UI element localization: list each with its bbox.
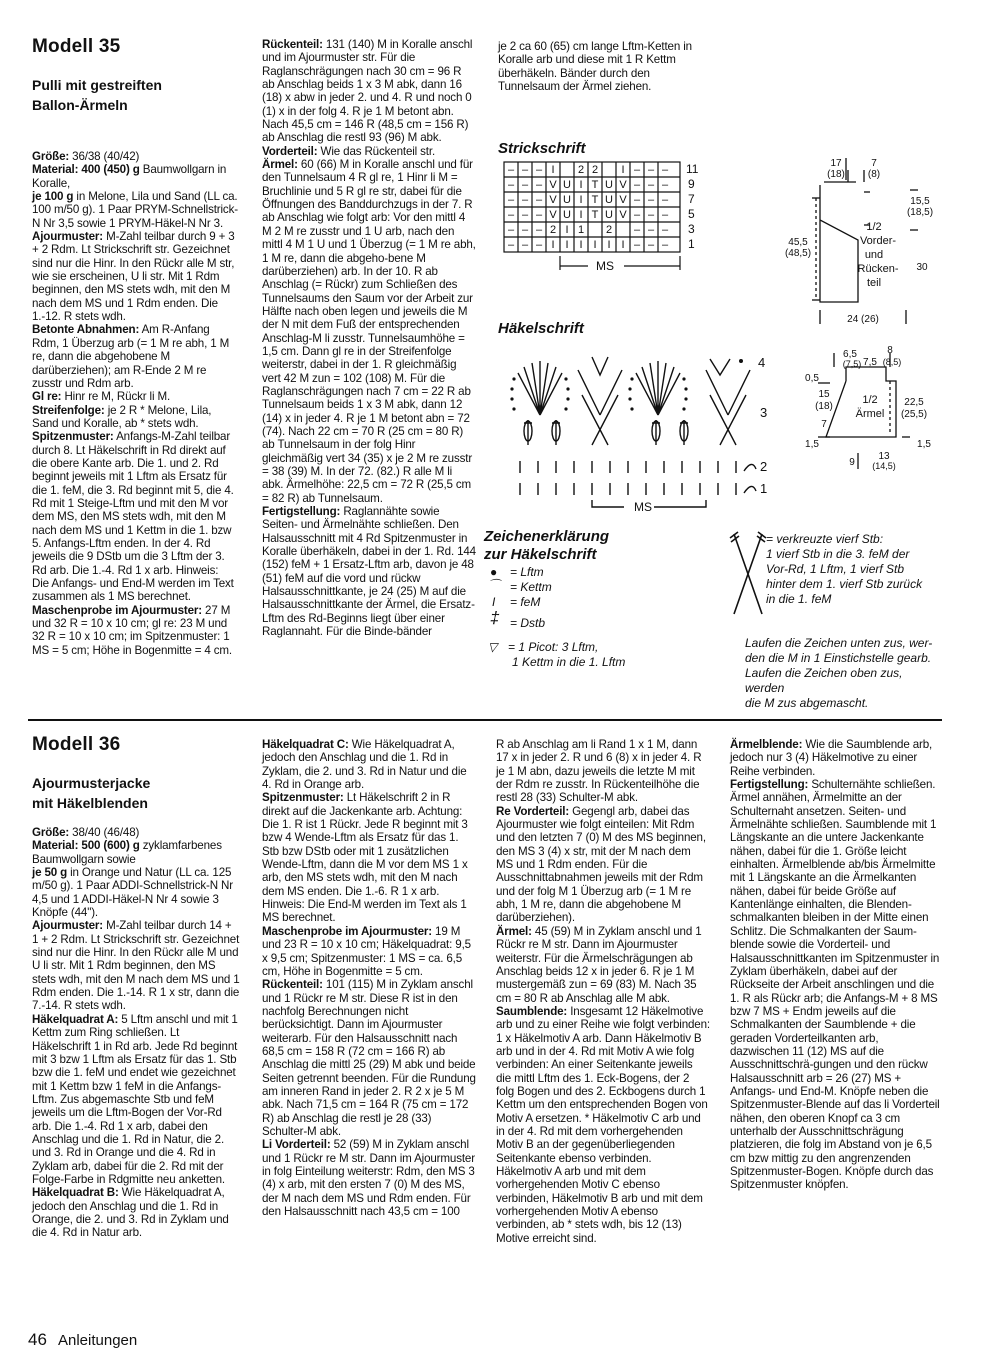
paragraph — [32, 163, 238, 190]
paragraph-text: 36/38 (40/42) — [69, 150, 140, 163]
svg-text:I: I — [551, 239, 555, 251]
svg-text:I: I — [579, 179, 583, 191]
svg-text:–: – — [535, 209, 543, 221]
svg-text:–: – — [647, 179, 655, 191]
model-36-column-3 — [496, 738, 710, 1245]
svg-text:–: – — [633, 164, 641, 176]
model-36-title: Modell 36 — [32, 734, 121, 755]
svg-text:–: – — [633, 194, 641, 206]
svg-text:Rücken-: Rücken- — [857, 263, 899, 275]
paragraph-heading: Gl re: — [32, 390, 62, 404]
svg-text:7: 7 — [871, 158, 877, 169]
strick-row-label: 5 — [688, 207, 695, 221]
svg-text:I: I — [593, 239, 597, 251]
paragraph-heading: Re Vorderteil: — [496, 804, 570, 818]
svg-text:–: – — [647, 224, 655, 236]
legend-right: = verkreuzte vierf Stb: 1 vierf Stb in die 3. feM der Vor-Rd, 1 Lftm, 1 vierf Stb hinter dem 1. vierf Stb zurück in die 1. feM — [766, 532, 923, 606]
svg-text:45,5: 45,5 — [788, 237, 808, 248]
picot-icon: ▽ — [488, 640, 498, 654]
svg-text:6,5: 6,5 — [843, 349, 857, 360]
svg-text:2: 2 — [591, 164, 599, 176]
paragraph-text: Am R-Anfang Rdm, 1 Überzug arb (= 1 M re abh, 1 M re, dann die abgehobene M darüberziehen); am R-Ende 2 M re zusstr und Rdm arb. — [32, 323, 230, 390]
svg-text:teil: teil — [866, 277, 882, 289]
model-35-column-2 — [262, 38, 476, 638]
paragraph-text: Gegengl arb, dabei das Ajourmuster wie folgt einteilen: Mit Rdm und den letzten 7 (0) M des MS beginnen, den MS 3 (4) x str, mit der M nach dem MS und 1 Rdm enden. Für die Ausschnittabnahmen jeweils mit der Rdm und der folg M 1 Überzug arb (= 1 M re abh, 1 M re, dann die abgehobene M darüberziehen). — [496, 804, 706, 925]
paragraph-text: 19 M und 23 R = 10 x 10 cm; Häkelquadrat: 9,5 x 9,5 cm; Spitzenmuster: 1 MS = ca. 6,5 cm, Höhe in Bogenmitte = 5 cm. — [262, 924, 471, 978]
svg-text:–: – — [661, 209, 669, 221]
paragraph — [32, 430, 238, 603]
body-schematic — [770, 150, 950, 335]
paragraph-heading: Material: 500 (600) g — [32, 839, 140, 853]
svg-text:–: – — [661, 224, 669, 236]
legend-title-1: Zeichenerklärung — [484, 528, 610, 545]
paragraph-text: M-Zahl teilbar durch 9 + 3 + 2 Rdm. Lt Strickschrift str. Gezeichnet sind nur die Hinr. In den Rückr alle M str, wie sie erscheinen, U li str. Mit 1 Rdm beginnen, den MS stets wdh, mit den M nach dem MS und 1 Rdm enden. Die 1.-12. R stets wdh. — [32, 230, 235, 324]
paragraph — [32, 390, 238, 403]
svg-text:–: – — [661, 179, 669, 191]
legend-title-2: zur Häkelschrift — [484, 546, 597, 563]
svg-text:V: V — [619, 209, 627, 221]
paragraph-heading: Ärmel: — [496, 924, 532, 938]
svg-text:(14,5): (14,5) — [872, 461, 896, 471]
svg-text:–: – — [535, 224, 543, 236]
paragraph — [32, 323, 238, 390]
double-treble-icon: ‡ — [490, 608, 500, 627]
paragraph — [730, 778, 940, 1192]
paragraph-text: 52 (59) M in Zyklam anschl und 1 Rückr re M str. Dann im Ajourmuster in folg Einteilung weiterstr: Rdm, den MS 3 (4) x arb, mit den ersten 7 (0) M des MS, der M nach dem MS und Rdm enden. Für den Halsausschnitt nach 43,5 cm = 100 — [262, 1138, 475, 1219]
svg-text:9: 9 — [849, 457, 855, 468]
paragraph-text: Schulternähte schließen. Ärmel annähen, Ärmelmitte an der Schulternaht ansetzen. Seiten- und Ärmelnähte schließen. Saumblende mit 1 Längskante an die untere Jackenkante nähen, dabei für die 1. Größe leicht einhalten. Ärmelblende ab/bis Ärmelmitte mit 1 Längskante an die Ärmelkanten nähen, dabei für beide Größe auf Kantenlänge einhalten, die Blenden-schmalkanten bleiben in der Mitte einen Schlitz. Die Schmalkanten der Saum-blende sowie die Vorderteil- und Halsausschnittkanten im Spitzenmuster in Zyklam überhäkeln, dabei auf der Rückseite der Arbeit anschlingen und die 1. R als Rückr arb; die Anfangs-M + 8 MS bzw 7 MS + Endm jeweils auf die Schmalkanten der Saumblende + die geraden Vorderteilkanten arb, dazwischen 11 (12) MS auf die Ausschnittschrä-gungen und den rückw Halsausschnitt arb = 26 (27) MS + Anfangs- und End-M. Knöpfe neben die Spitzenmuster-Blende auf das li Vorderteil nähen, den oberen Knopf ca 3 cm unterhalb der Ausschnittschrägung platzieren, die folg im Abstand von je 6,5 cm bzw mittig zu den angrenzenden Spitzenmuster-Bogen. Knöpfe durch das Spitzenmuster knöpfen. — [730, 778, 940, 1192]
paragraph-text: Wie Häkelquadrat A, jedoch den Anschlag und die 1. Rd in Orange, die 2. und 3. Rd in Zyklam und die 4. Rd in Natur arb. — [32, 1186, 229, 1240]
haekel-row-label: 3 — [760, 405, 768, 420]
paragraph-heading: Fertigstellung: — [262, 505, 341, 519]
paragraph-heading: Ärmelblende: — [730, 738, 803, 751]
paragraph — [262, 505, 476, 638]
strick-row-label: 3 — [688, 222, 695, 236]
haekel-ms-label: MS — [634, 500, 652, 514]
paragraph-text: Anfangs-M-Zahl teilbar durch 8. Lt Häkelschrift in Rd direkt auf die obere Kante arb. Die 1. und 2. Rd beginnt jeweils mit 1 Lftm als Ersatz für die 1. feM, die 3. Rd beginnt mit 5, die 4. Rd mit 1 Steige-Lftm und mit den M vor dem MS, den MS stets wdh, mit den M nach dem MS und 1 Kettm in die 1. bzw 5. Anfangs-Lftm enden. In der 4. Rd jeweils die 9 DStb um die 3 Lftm der 3. Rd arb. Die 1.-4. Rd 1 x arb. Hinweis: Die Anfangs- und End-M werden im Text zusammen als 1 MS berechnet. — [32, 430, 234, 604]
haekelschrift-title: Häkelschrift — [498, 320, 584, 337]
svg-text:(48,5): (48,5) — [784, 248, 812, 259]
svg-text:I: I — [565, 224, 569, 236]
crossed-stitch-icon — [728, 528, 768, 618]
paragraph-text: 131 (140) M in Koralle anschl und im Ajourmuster str. Für die Raglanschrägungen nach 30 cm = 96 R ab Anschlag beids 1 x 3 M abk, dann 16 (18) x abw in jeder 2. und 4. R und noch 0 (1) x in der folg 4. R je 1 M betont abn. Nach 45,5 cm = 146 R (48,5 cm = 156 R) ab Anschlag die restl 93 (96) M abk. — [262, 38, 473, 145]
svg-text:V: V — [619, 179, 627, 191]
paragraph-heading: Häkelquadrat A: — [32, 1012, 119, 1026]
paragraph-heading: Rückenteil: — [262, 38, 323, 51]
svg-text:–: – — [521, 194, 529, 206]
page-number: 46 — [28, 1330, 47, 1349]
paragraph — [32, 919, 240, 1012]
svg-text:–: – — [661, 239, 669, 251]
svg-text:T: T — [591, 209, 599, 221]
svg-text:(7,5): (7,5) — [842, 359, 862, 369]
svg-text:U: U — [605, 179, 613, 191]
svg-text:1/2: 1/2 — [866, 221, 882, 233]
paragraph-text: 60 (66) M in Koralle anschl und für den Tunnelsaum 4 R gl re, 1 Hinr li M = Bruchlinie und 5 R gl re str, dabei für die Öffnungen des Banddurchzugs in der 7. R ab Anschlag wie folgt arb: Vor den mittl 4 M 2 M re zusstr und 1 U arb, nach den mittl 4 M 1 U und 1 Überzug (= 1 M re abh, 1 M re, dann die abgeho-bene M darüberziehen) arb. In der 10. R ab Anschlag (= Rückr) zum Schließen des Tunnelsaums den Saum vor der Arbeit zur Hälfte nach oben legen und jeweils die M der N mit dem Fuß der entsprechenden Anschlag-M li zusstr. Tunnelsaumhöhe = 1,5 cm. Dann gl re in der Streifenfolge weiterstr, dabei in der 1. R gleichmäßig vert 42 M zun = 102 (108) M. Für die Raglanschrägungen nach 7 cm = 22 R ab Tunnelsaum beids 1 x 3 M abk, dann 12 (14) x in jeder 4. R je 1 M betont abn = 72 (74). Nach 22 cm = 70 R (25 cm = 80 R) ab Tunnelsaum in der folg Hinr gleichmäßig vert 34 (35) x je 2 M re zusstr = 38 (39) M. In der 72. (82.) R alle M li abk. Ärmelhöhe: 22,5 cm = 72 R (25,5 cm = 82 R) ab Tunnelsaum. — [262, 158, 476, 505]
paragraph — [262, 145, 476, 158]
model-35-subtitle-1: Pulli mit gestreiften — [32, 77, 162, 93]
svg-text:(8,5): (8,5) — [882, 357, 902, 367]
paragraph — [32, 190, 238, 230]
svg-text:U: U — [563, 209, 571, 221]
svg-text:V: V — [549, 194, 557, 206]
paragraph-heading: Maschenprobe im Ajourmuster: — [32, 603, 202, 617]
svg-text:–: – — [507, 179, 515, 191]
svg-text:I: I — [565, 239, 569, 251]
svg-text:7,5: 7,5 — [863, 357, 877, 368]
paragraph-heading: Vorderteil: — [262, 144, 318, 158]
paragraph-heading: Häkelquadrat B: — [32, 1186, 119, 1200]
slip-stitch-icon: ⌒ — [488, 578, 501, 592]
model-35-column-1 — [32, 150, 238, 657]
svg-text:U: U — [563, 194, 571, 206]
footer-section: Anleitungen — [58, 1332, 138, 1349]
svg-text:–: – — [647, 209, 655, 221]
paragraph — [32, 826, 240, 839]
model-36-column-4 — [730, 738, 940, 1192]
paragraph-heading: Maschenprobe im Ajourmuster: — [262, 924, 432, 938]
paragraph-heading: Streifenfolge: — [32, 403, 105, 417]
svg-text:0,5: 0,5 — [805, 373, 819, 384]
svg-text:–: – — [535, 194, 543, 206]
svg-text:17: 17 — [830, 158, 842, 169]
svg-text:–: – — [521, 239, 529, 251]
paragraph-text: je 2 R * Melone, Lila, Sand und Koralle, ab * stets wdh. — [32, 403, 212, 430]
paragraph — [262, 158, 476, 505]
svg-text:–: – — [647, 239, 655, 251]
strick-row-label: 9 — [688, 177, 695, 191]
model-35-column-3: je 2 ca 60 (65) cm lange Lftm-Ketten in Koralle arb und diese mit 1 R Kettm überhäkeln. Bänder durch den Tunnelsaum der Ärmel ziehen. — [498, 40, 692, 94]
paragraph — [496, 805, 710, 925]
paragraph-heading: je 100 g — [32, 190, 74, 204]
paragraph — [730, 738, 940, 778]
svg-text:–: – — [647, 164, 655, 176]
legend-left: ● = Lftm ⌒ = Kettm I = feM ‡ = Dstb ▽ = 1 Picot: 3 Lftm, 1 Kettm in die 1. Lftm — [488, 565, 626, 669]
svg-text:30: 30 — [916, 262, 928, 273]
paragraph — [32, 839, 240, 866]
paragraph-text: 101 (115) M in Zyklam anschl und 1 Rückr re M str. Diese R ist in den nachfolg Berechnungen nicht berücksichtigt. Dann im Ajourmuster weiterarb. Für den Halsausschnitt nach 68,5 cm = 158 R (72 cm = 166 R) ab Anschlag die mittl 25 (29) M abk und beide Seiten getrennt beenden. Für die Rundung am inneren Rand in jeder 2. R 2 x je 5 M abk. Nach 71,5 cm = 164 R (75 cm = 172 R) ab Anschlag die restl je 28 (33) Schulter-M abk. — [262, 978, 476, 1138]
svg-text:15,5: 15,5 — [910, 196, 930, 207]
svg-text:I: I — [621, 239, 625, 251]
paragraph-text: Insgesamt 12 Häkelmotive arb und zu einer Reihe wie folgt verbinden: 1 x Häkelmotiv A arb. Dann Häkelmotiv B arb und in der 4. Rd mit Motiv A wie folg verbinden: An einer Seitenkante jeweils die mittl Lftm des 1. Eck-Bogens, der 2 folg Bogen und des 2. Eckbogens durch 1 Kettm um den entsprechenden Bogen von Motiv A ersetzen. * Häkelmotiv C arb und in der 4. Rd mit dem vorhergehenden Motiv B an der gegenüberliegenden Seitenkante ebenso verbinden. Häkelmotiv A arb und mit dem vorhergehenden Motiv C ebenso verbinden, Häkelmotiv B arb und mit dem vorhergehenden Motiv A ebenso verbinden, ab * stets wdh, bis 12 (13) Motive erreicht sind. — [496, 1004, 710, 1245]
svg-text:–: – — [521, 164, 529, 176]
paragraph-text: 38/40 (46/48) — [69, 826, 140, 839]
svg-text:(8): (8) — [867, 169, 881, 180]
svg-text:U: U — [605, 209, 613, 221]
model-35-subtitle-2: Ballon-Ärmeln — [32, 97, 128, 113]
paragraph-heading: Spitzenmuster: — [32, 430, 114, 444]
paragraph — [32, 1013, 240, 1186]
paragraph-text: M-Zahl teilbar durch 14 + 1 + 2 Rdm. Lt Strickschrift str. Gezeichnet sind nur die Hinr. In den Rückr alle M und U li str. Mit 1 Rdm beginnen, den MS stets wdh, mit den M nach dem MS und 1 Rdm enden. Die 1.-14. R 1 x str, dann die 7.-14. R stets wdh. — [32, 919, 240, 1013]
chain-icon: ● — [490, 565, 498, 579]
haekel-row-label: 2 — [760, 459, 768, 474]
svg-text:–: – — [507, 239, 515, 251]
svg-text:–: – — [633, 239, 641, 251]
sleeve-schematic — [790, 345, 950, 475]
paragraph-heading: Li Vorderteil: — [262, 1138, 331, 1152]
paragraph — [262, 1138, 476, 1218]
haekel-row-label: 1 — [760, 481, 768, 496]
svg-text:I: I — [621, 164, 625, 176]
svg-text:(25,5): (25,5) — [900, 409, 928, 420]
strick-ms-label: MS — [596, 259, 614, 273]
svg-text:V: V — [549, 209, 557, 221]
model-36-column-1 — [32, 826, 240, 1240]
paragraph-text: R ab Anschlag am li Rand 1 x 1 M, dann 17 x in jeder 2. R und 6 (8) x in jeder 4. R je 1 M abn, dazu jeweils die letzte M mit der Rdm re zusstr. In Rückenteilhöhe die restl 28 (33) Schulter-M abk. — [496, 738, 702, 805]
paragraph — [262, 791, 476, 924]
paragraph-heading: Material: 400 (450) g — [32, 163, 140, 177]
svg-text:I: I — [607, 239, 611, 251]
model-36-column-2 — [262, 738, 476, 1218]
svg-text:2: 2 — [577, 164, 585, 176]
paragraph — [496, 925, 710, 1005]
paragraph-heading: Spitzenmuster: — [262, 791, 344, 805]
paragraph-text: 5 Lftm anschl und mit 1 Kettm zum Ring schließen. Lt Häkelschrift 1 in Rd arb. Jede Rd beginnt mit 3 bzw 1 Lftm als Ersatz für das 1. Stb bzw die 1. feM und endet wie gezeichnet mit 1 Kettm bzw 1 feM in die Anfangs-Lftm. Zus abgemaschte Stb und feM jeweils um die Lftm-Bogen der Vor-Rd arb. Die 1.-4. Rd 1 x arb, dabei den Anschlag und die 1. Rd in Natur, die 2. und 3. Rd in Orange und die 4. Rd in Zyklam arb, dabei für die 2. Rd mit der Folge-Farbe in Rdgmitte neu anketten. — [32, 1012, 238, 1186]
paragraph — [32, 230, 238, 323]
model-36-subtitle-1: Ajourmusterjacke — [32, 775, 151, 791]
svg-text:–: – — [535, 164, 543, 176]
paragraph-text: Wie die Saumblende arb, jedoch nur 3 (4) Häkelmotive zu einer Reihe verbinden. — [730, 738, 933, 778]
paragraph-text: Raglannähte sowie Seiten- und Ärmelnähte schließen. Den Halsausschnitt mit 4 Rd Spitzenmuster in Koralle überhäkeln, dabei in der 1. Rd. 144 (152) feM + 1 Ersatz-Lftm arb, davon je 48 (51) feM auf die vord und rückw Halsausschnittkante, je 24 (25) M auf die Halsausschnittkante der Ärmel, die Ersatz-Lftm des Rd-Beginns liegt über einer Raglannaht. Für die Binde-bänder — [262, 505, 476, 639]
svg-text:und: und — [864, 249, 884, 261]
svg-text:T: T — [591, 194, 599, 206]
paragraph-text: in Orange und Natur (LL ca. 125 m/50 g). 1 Paar ADDI-Schnellstrick-N Nr 4,5 und 1 ADDI-Häkel-N Nr 4 sowie 3 Knöpfe (44"). — [32, 866, 233, 920]
svg-text:U: U — [605, 194, 613, 206]
svg-text:(18,5): (18,5) — [906, 207, 934, 218]
svg-text:2: 2 — [549, 224, 557, 236]
paragraph-text: zyklamfarbenes Baumwollgarn sowie — [32, 839, 222, 866]
svg-text:V: V — [549, 179, 557, 191]
paragraph-heading: Rückenteil: — [262, 978, 323, 992]
svg-text:–: – — [507, 194, 515, 206]
svg-text:T: T — [591, 179, 599, 191]
svg-text:–: – — [633, 179, 641, 191]
svg-text:–: – — [661, 164, 669, 176]
svg-text:I: I — [579, 239, 583, 251]
svg-text:7: 7 — [821, 419, 827, 430]
svg-text:Vorder-: Vorder- — [859, 235, 897, 247]
svg-text:1: 1 — [577, 224, 585, 236]
svg-text:2: 2 — [605, 224, 613, 236]
paragraph-text: Baumwollgarn in Koralle, — [32, 163, 227, 190]
section-divider — [28, 719, 942, 721]
svg-text:–: – — [507, 209, 515, 221]
paragraph-heading: Größe: — [32, 826, 70, 839]
paragraph-heading: Häkelquadrat C: — [262, 738, 349, 751]
model-36-subtitle-2: mit Häkelblenden — [32, 795, 148, 811]
paragraph-text: in Melone, Lila und Sand (LL ca. 100 m/50 g). 1 Paar PRYM-Schnellstrick-N Nr 3,5 sowie 1 PRYM-Häkel-N Nr 3. — [32, 190, 238, 230]
svg-text:1/2: 1/2 — [862, 394, 878, 406]
svg-text:24 (26): 24 (26) — [847, 314, 879, 325]
paragraph-heading: Saumblende: — [496, 1004, 568, 1018]
paragraph — [496, 1005, 710, 1245]
paragraph — [32, 404, 238, 431]
svg-text:(18): (18) — [815, 401, 833, 412]
svg-text:8: 8 — [887, 345, 893, 356]
paragraph-heading: Größe: — [32, 150, 70, 163]
strickschrift-chart — [498, 156, 713, 276]
paragraph-heading: je 50 g — [32, 866, 68, 880]
haekelschrift-chart — [500, 345, 790, 520]
paragraph-heading: Betonte Abnahmen: — [32, 323, 140, 337]
svg-text:–: – — [521, 209, 529, 221]
paragraph — [32, 604, 238, 657]
model-35-title: Modell 35 — [32, 36, 121, 57]
paragraph — [262, 38, 476, 145]
paragraph — [496, 738, 710, 805]
paragraph-heading: Ärmel: — [262, 158, 298, 172]
legend-note: Laufen die Zeichen unten zus, wer- den die M in 1 Einstichstelle gearb. Laufen die Zeichen oben zus, werden die M zus abgemascht. — [745, 636, 933, 710]
svg-text:–: – — [633, 209, 641, 221]
paragraph-text: Wie Häkelquadrat A, jedoch den Anschlag und die 1. Rd in Zyklam, die 2. und 3. Rd in Natur und die 4. Rd in Orange arb. — [262, 738, 467, 792]
strick-row-label: 7 — [688, 192, 695, 206]
svg-text:I: I — [551, 164, 555, 176]
svg-text:–: – — [535, 179, 543, 191]
strickschrift-title: Strickschrift — [498, 140, 586, 157]
svg-text:–: – — [661, 194, 669, 206]
single-crochet-icon: I — [492, 595, 496, 609]
svg-text:22,5: 22,5 — [904, 397, 924, 408]
svg-text:–: – — [507, 224, 515, 236]
paragraph-text: Lt Häkelschrift 2 in R direkt auf die Jackenkante arb. Achtung: Die 1. R ist 1 Rückr. Jede R beginnt mit 3 bzw 4 Wende-Lftm als Ersatz für das 1. Stb bzw DStb oder mit 1 zusätzlichen Wende-Lftm, dann die M vor dem MS 1 x arb, den MS stets wdh, mit den M nach dem MS enden. Die 1.-6. R 1 x arb. Hinweis: Die End-M werden im Text als 1 MS berechnet. — [262, 791, 468, 925]
paragraph-heading: Fertigstellung: — [730, 778, 809, 792]
svg-text:–: – — [521, 224, 529, 236]
svg-text:Ärmel: Ärmel — [855, 408, 885, 420]
svg-text:1,5: 1,5 — [917, 439, 931, 450]
paragraph-text: Hinr re M, Rückr li M. — [61, 390, 171, 404]
svg-text:–: – — [521, 179, 529, 191]
paragraph — [262, 978, 476, 1138]
svg-text:13: 13 — [878, 451, 890, 462]
paragraph-heading: Ajourmuster: — [32, 230, 103, 244]
svg-text:U: U — [563, 179, 571, 191]
svg-text:1,5: 1,5 — [805, 439, 819, 450]
svg-text:–: – — [647, 194, 655, 206]
paragraph-heading: Ajourmuster: — [32, 919, 103, 933]
svg-text:V: V — [619, 194, 627, 206]
svg-text:–: – — [633, 224, 641, 236]
strick-row-label: 1 — [688, 237, 695, 251]
paragraph — [32, 1186, 240, 1239]
svg-text:15: 15 — [818, 389, 830, 400]
paragraph-text: Wie das Rückenteil str. — [317, 144, 436, 158]
paragraph — [32, 866, 240, 919]
svg-text:I: I — [579, 194, 583, 206]
svg-text:(18): (18) — [827, 169, 845, 180]
paragraph — [262, 738, 476, 791]
haekel-row-label: 4 — [758, 355, 766, 370]
strick-row-label: 11 — [686, 162, 699, 176]
svg-text:–: – — [507, 164, 515, 176]
paragraph-text: 45 (59) M in Zyklam anschl und 1 Rückr re M str. Dann im Ajourmuster weiterstr. Für die Ärmelschrägungen ab Anschlag beids 12 x in jeder 6. R je 1 M mustergemäß zun = 69 (83) M. Nach 35 cm = 80 R ab Anschlag alle M abk. — [496, 924, 702, 1005]
paragraph — [32, 150, 238, 163]
paragraph-text: 27 M und 32 R = 10 x 10 cm; gl re: 23 M und 32 R = 10 x 10 cm; im Spitzenmuster: 1 MS = 5 cm; Höhe in Bogenmitte = 4 cm. — [32, 603, 233, 657]
paragraph — [262, 925, 476, 978]
svg-text:–: – — [535, 239, 543, 251]
svg-text:I: I — [579, 209, 583, 221]
